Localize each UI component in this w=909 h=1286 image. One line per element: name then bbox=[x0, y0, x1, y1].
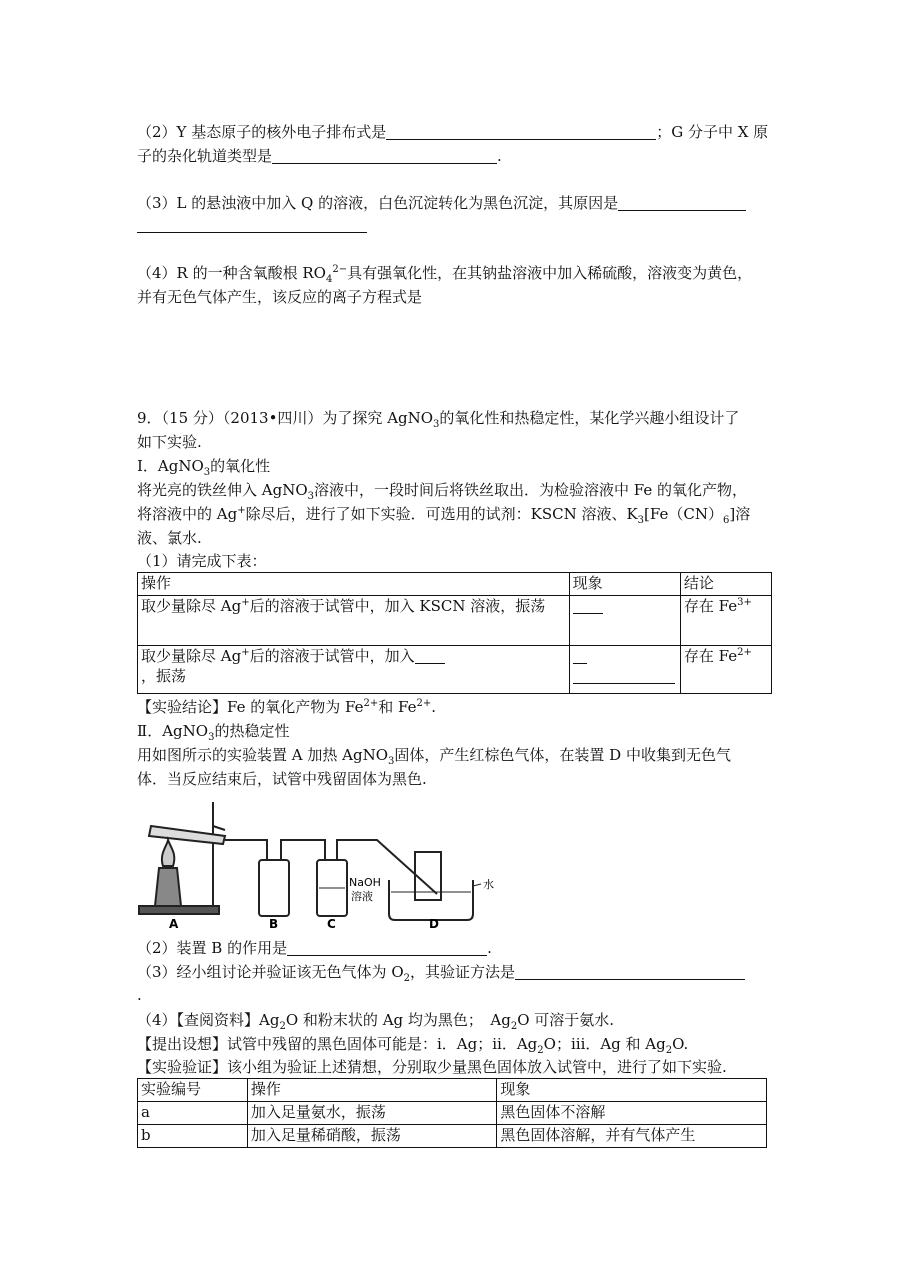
cell-text: 取少量除尽 Ag bbox=[141, 647, 242, 665]
superscript: 2+ bbox=[737, 647, 752, 658]
table-header-cell: 实验编号 bbox=[138, 1079, 248, 1102]
q8-part3-text: （3）L 的悬浊液中加入 Q 的溶液，白色沉淀转化为黑色沉淀，其原因是 bbox=[137, 194, 619, 212]
subscript: 2 bbox=[279, 1021, 286, 1032]
answer-blank[interactable] bbox=[573, 597, 603, 614]
label-d: D bbox=[429, 917, 439, 930]
section-title-text-b: 的热稳定性 bbox=[214, 722, 290, 740]
label-c: C bbox=[327, 917, 336, 930]
table-row bbox=[138, 596, 772, 646]
table-header-cell: 操作 bbox=[247, 1079, 497, 1102]
sub-question-text-b: ，其验证方法是 bbox=[410, 963, 516, 981]
hypothesis-text-c: O. bbox=[672, 1035, 689, 1053]
table-row bbox=[138, 1125, 767, 1148]
paragraph-line bbox=[137, 528, 202, 548]
table-cell: 加入足量稀硝酸，振荡 bbox=[247, 1125, 497, 1148]
subscript: 3 bbox=[307, 491, 315, 502]
hypothesis-text: 【提出设想】试管中残留的黑色固体可能是：ⅰ．Ag；ⅱ．Ag bbox=[137, 1035, 538, 1053]
cell-text-b: 后的溶液于试管中，加入 KSCN 溶液，振荡 bbox=[249, 597, 546, 615]
q8-part2-text-c: 子的杂化轨道类型是 bbox=[137, 147, 273, 165]
cell-text: 取少量除尽 Ag bbox=[141, 597, 242, 615]
table-cell bbox=[569, 596, 680, 646]
conclusion-line bbox=[137, 697, 436, 717]
cell-text: 存在 Fe bbox=[683, 647, 738, 665]
sub-question-2 bbox=[137, 938, 492, 958]
sub-question-text-b: . bbox=[487, 939, 492, 957]
answer-blank-line[interactable] bbox=[137, 232, 367, 233]
water-label: 水 bbox=[483, 878, 494, 891]
q8-part4-line2 bbox=[137, 287, 422, 307]
paragraph-text: 液、氯水. bbox=[137, 529, 202, 547]
q9-heading-text-b: 的氧化性和热稳定性，某化学兴趣小组设计了 bbox=[439, 409, 740, 427]
subscript: 3 bbox=[208, 732, 215, 743]
section-title-text-b: 的氧化性 bbox=[210, 457, 271, 475]
sub-question-text: （4）【查阅资料】Ag bbox=[137, 1011, 280, 1029]
subscript: 3 bbox=[203, 467, 211, 478]
sub-question-text-c: O 可溶于氨水. bbox=[517, 1011, 615, 1029]
q9-heading-line2 bbox=[137, 432, 202, 452]
conclusion-text-c: . bbox=[431, 698, 436, 716]
table-cell: b bbox=[138, 1125, 248, 1148]
sub-question-text: （2）装置 B 的作用是 bbox=[137, 939, 288, 957]
table-header-cell: 结论 bbox=[680, 573, 771, 596]
superscript: + bbox=[241, 597, 250, 608]
paragraph-text: 将光亮的铁丝伸入 AgNO bbox=[137, 481, 308, 499]
answer-blank[interactable] bbox=[415, 647, 445, 664]
label-a: A bbox=[169, 917, 179, 930]
cell-text-c: ，振荡 bbox=[141, 667, 187, 685]
q8-part2-line2 bbox=[137, 146, 502, 166]
results-table-2 bbox=[137, 1078, 767, 1148]
paragraph-line bbox=[137, 480, 747, 500]
solution-label: 溶液 bbox=[351, 890, 373, 903]
table-header-cell: 现象 bbox=[569, 573, 680, 596]
q8-part4-text: （4）R 的一种含氧酸根 RO bbox=[137, 264, 326, 282]
superscript: 2+ bbox=[416, 698, 432, 709]
q8-part2-text: （2）Y 基态原子的核外电子排布式是 bbox=[137, 123, 387, 141]
superscript: 3+ bbox=[737, 597, 752, 608]
subscript: 3 bbox=[433, 419, 440, 430]
table-header-row bbox=[138, 573, 772, 596]
verification-line bbox=[137, 1057, 727, 1077]
table-cell bbox=[138, 646, 570, 694]
answer-blank[interactable] bbox=[573, 647, 587, 664]
conclusion-text-b: 和 Fe bbox=[378, 698, 417, 716]
naoh-label: NaOH bbox=[349, 876, 381, 889]
connecting-tube bbox=[281, 840, 325, 860]
paragraph-line bbox=[137, 769, 427, 789]
paragraph-text: 体．当反应结束后，试管中残留固体为黑色. bbox=[137, 770, 427, 788]
answer-blank[interactable] bbox=[618, 194, 746, 211]
subscript: 2 bbox=[665, 1045, 673, 1056]
cell-text: 存在 Fe bbox=[683, 597, 738, 615]
table-cell: 加入足量氨水，振荡 bbox=[247, 1102, 497, 1125]
q8-part3-line1 bbox=[137, 193, 746, 213]
q9-heading-text: 9．（15 分）（2013•四川）为了探究 AgNO bbox=[137, 409, 434, 427]
superscript: + bbox=[241, 647, 250, 658]
paragraph-text-b: 除尽后，进行了如下实验．可选用的试剂：KSCN 溶液、K bbox=[245, 505, 638, 523]
q8-part4-text-c: 并有无色气体产生，该反应的离子方程式是 bbox=[137, 288, 423, 306]
table-cell bbox=[680, 596, 771, 646]
section-title-text: Ⅱ．AgNO bbox=[137, 722, 209, 740]
paragraph-text-c: [Fe（CN） bbox=[644, 505, 723, 523]
answer-blank[interactable] bbox=[287, 939, 487, 956]
sub-question-text-b: O 和粉末状的 Ag 均为黑色； Ag bbox=[285, 1011, 511, 1029]
q8-part2-text-b: ；G 分子中 X 原 bbox=[656, 123, 769, 141]
paragraph-text: 用如图所示的实验装置 A 加热 AgNO bbox=[137, 746, 388, 764]
section-title bbox=[137, 456, 270, 476]
answer-blank[interactable] bbox=[272, 147, 497, 164]
verification-text: 【实验验证】该小组为验证上述猜想，分别取少量黑色固体放入试管中，进行了如下实验. bbox=[137, 1058, 727, 1076]
sub-question-4 bbox=[137, 1010, 614, 1030]
table-header-cell: 操作 bbox=[138, 573, 570, 596]
table-cell bbox=[569, 646, 680, 694]
subscript: 2 bbox=[403, 973, 410, 984]
paragraph-text-b: 固体，产生红棕色气体，在装置 D 中收集到无色气 bbox=[394, 746, 731, 764]
table-cell: 黑色固体溶解，并有气体产生 bbox=[497, 1125, 767, 1148]
alcohol-burner bbox=[155, 868, 181, 906]
table-header-row bbox=[138, 1079, 767, 1102]
stand-base bbox=[139, 906, 219, 914]
subscript: 4 bbox=[325, 274, 333, 285]
bottle-b bbox=[259, 860, 289, 916]
section-title bbox=[137, 721, 289, 741]
table-cell bbox=[680, 646, 771, 694]
paragraph-line bbox=[137, 745, 731, 765]
connecting-tube bbox=[225, 840, 267, 860]
paragraph-text-b: 溶液中，一段时间后将铁丝取出．为检验溶液中 Fe 的氧化产物， bbox=[314, 481, 748, 499]
superscript: 2− bbox=[332, 264, 348, 275]
q9-heading bbox=[137, 408, 739, 428]
q8-part2-line1 bbox=[137, 122, 768, 142]
results-table-1 bbox=[137, 572, 772, 694]
section-title-text: Ⅰ．AgNO bbox=[137, 457, 204, 475]
hypothesis-line bbox=[137, 1034, 688, 1054]
answer-blank[interactable] bbox=[386, 123, 656, 140]
sub-question-text-c: . bbox=[137, 986, 142, 1004]
subscript: 6 bbox=[722, 515, 730, 526]
table-header-cell: 现象 bbox=[497, 1079, 767, 1102]
answer-blank[interactable] bbox=[573, 667, 675, 684]
paragraph-text-d: ]溶 bbox=[729, 505, 751, 523]
paragraph-text: 将溶液中的 Ag bbox=[137, 505, 238, 523]
q8-part4-text-b: 具有强氧化性，在其钠盐溶液中加入稀硫酸，溶液变为黄色， bbox=[347, 264, 753, 282]
sub-question-3 bbox=[137, 962, 745, 982]
table-cell: 黑色固体不溶解 bbox=[497, 1102, 767, 1125]
subscript: 2 bbox=[510, 1021, 518, 1032]
flame bbox=[162, 840, 174, 866]
subscript: 3 bbox=[388, 756, 395, 767]
answer-blank[interactable] bbox=[515, 963, 745, 980]
sub-question-3-end bbox=[137, 985, 142, 1005]
q8-part4-line1 bbox=[137, 263, 752, 283]
q8-part2-text-d: . bbox=[497, 147, 502, 165]
sub-question-text: （1）请完成下表： bbox=[137, 552, 267, 570]
q9-heading-text-c: 如下实验. bbox=[137, 433, 202, 451]
superscript: 2+ bbox=[363, 698, 379, 709]
table-cell bbox=[138, 596, 570, 646]
cell-text-b: 后的溶液于试管中，加入 bbox=[249, 647, 415, 665]
superscript: + bbox=[237, 505, 246, 516]
subscript: 2 bbox=[537, 1045, 544, 1056]
apparatus-figure bbox=[137, 796, 507, 930]
paragraph-line bbox=[137, 504, 750, 524]
table-row bbox=[138, 1102, 767, 1125]
conclusion-text: 【实验结论】Fe 的氧化产物为 Fe bbox=[137, 698, 364, 716]
sub-question-text: （3）经小组讨论并验证该无色气体为 O bbox=[137, 963, 404, 981]
table-cell: a bbox=[138, 1102, 248, 1125]
table-row bbox=[138, 646, 772, 694]
sub-question-1 bbox=[137, 551, 267, 571]
subscript: 3 bbox=[637, 515, 645, 526]
hypothesis-text-b: O；ⅲ．Ag 和 Ag bbox=[543, 1035, 666, 1053]
label-b: B bbox=[269, 917, 279, 930]
